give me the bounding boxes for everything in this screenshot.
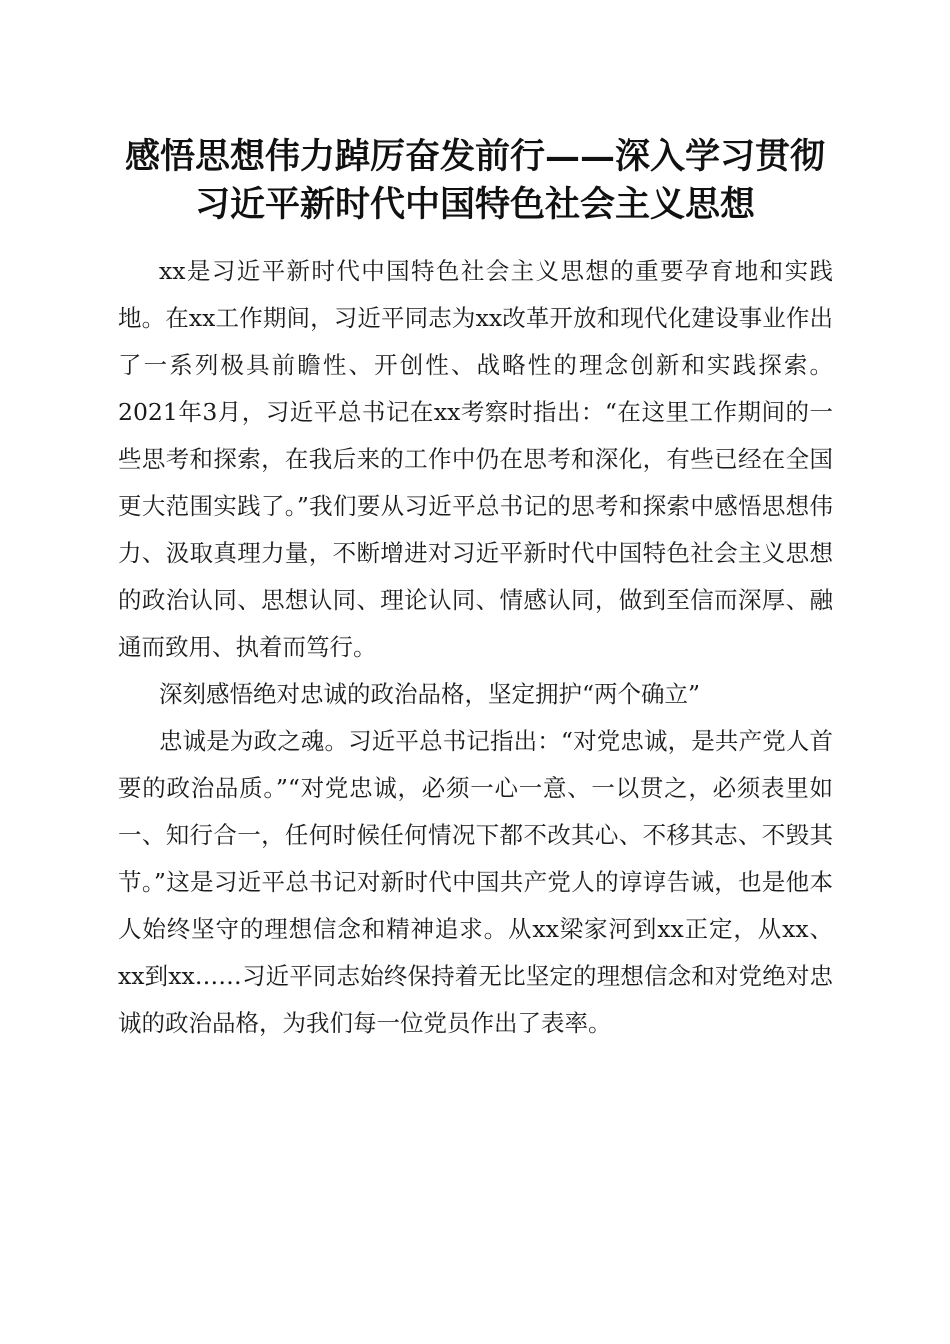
title-line-2: 习近平新时代中国特色社会主义思想 — [194, 184, 755, 225]
title-line-1: 感悟思想伟力踔厉奋发前行——深入学习贯彻 — [124, 136, 825, 177]
paragraph-loyalty: 忠诚是为政之魂。习近平总书记指出：“对党忠诚，是共产党人首要的政治品质。”“对党忠诚，必须一心一意、一以贯之，必须表里如一、知行合一，任何时候任何情况下都不改其心、不移其志、不毁其节。”这是习近平总书记对新时代中国共产党人的谆谆告诫，也是他本人始终坚守的理想信念和精神追求。从xx梁家河到xx正定，从xx、xx到xx……习近平同志始终保持着无比坚定的理想信念和对党绝对忠诚的政治品格，为我们每一位党员作出了表率。 — [118, 727, 833, 1037]
section-heading: 深刻感悟绝对忠诚的政治品格，坚定拥护“两个确立” — [159, 680, 701, 708]
document-body — [118, 248, 833, 1047]
paragraph-intro: xx是习近平新时代中国特色社会主义思想的重要孕育地和实践地。在xx工作期间，习近平同志为xx改革开放和现代化建设事业作出了一系列极具前瞻性、开创性、战略性的理念创新和实践探索。2021年3月，习近平总书记在xx考察时指出：“在这里工作期间的一些思考和探索，在我后来的工作中仍在思考和深化，有些已经在全国更大范围实践了。”我们要从习近平总书记的思考和探索中感悟思想伟力、汲取真理力量，不断增进对习近平新时代中国特色社会主义思想的政治认同、思想认同、理论认同、情感认同，做到至信而深厚、融通而致用、执着而笃行。 — [118, 257, 833, 661]
document-title — [100, 133, 850, 229]
